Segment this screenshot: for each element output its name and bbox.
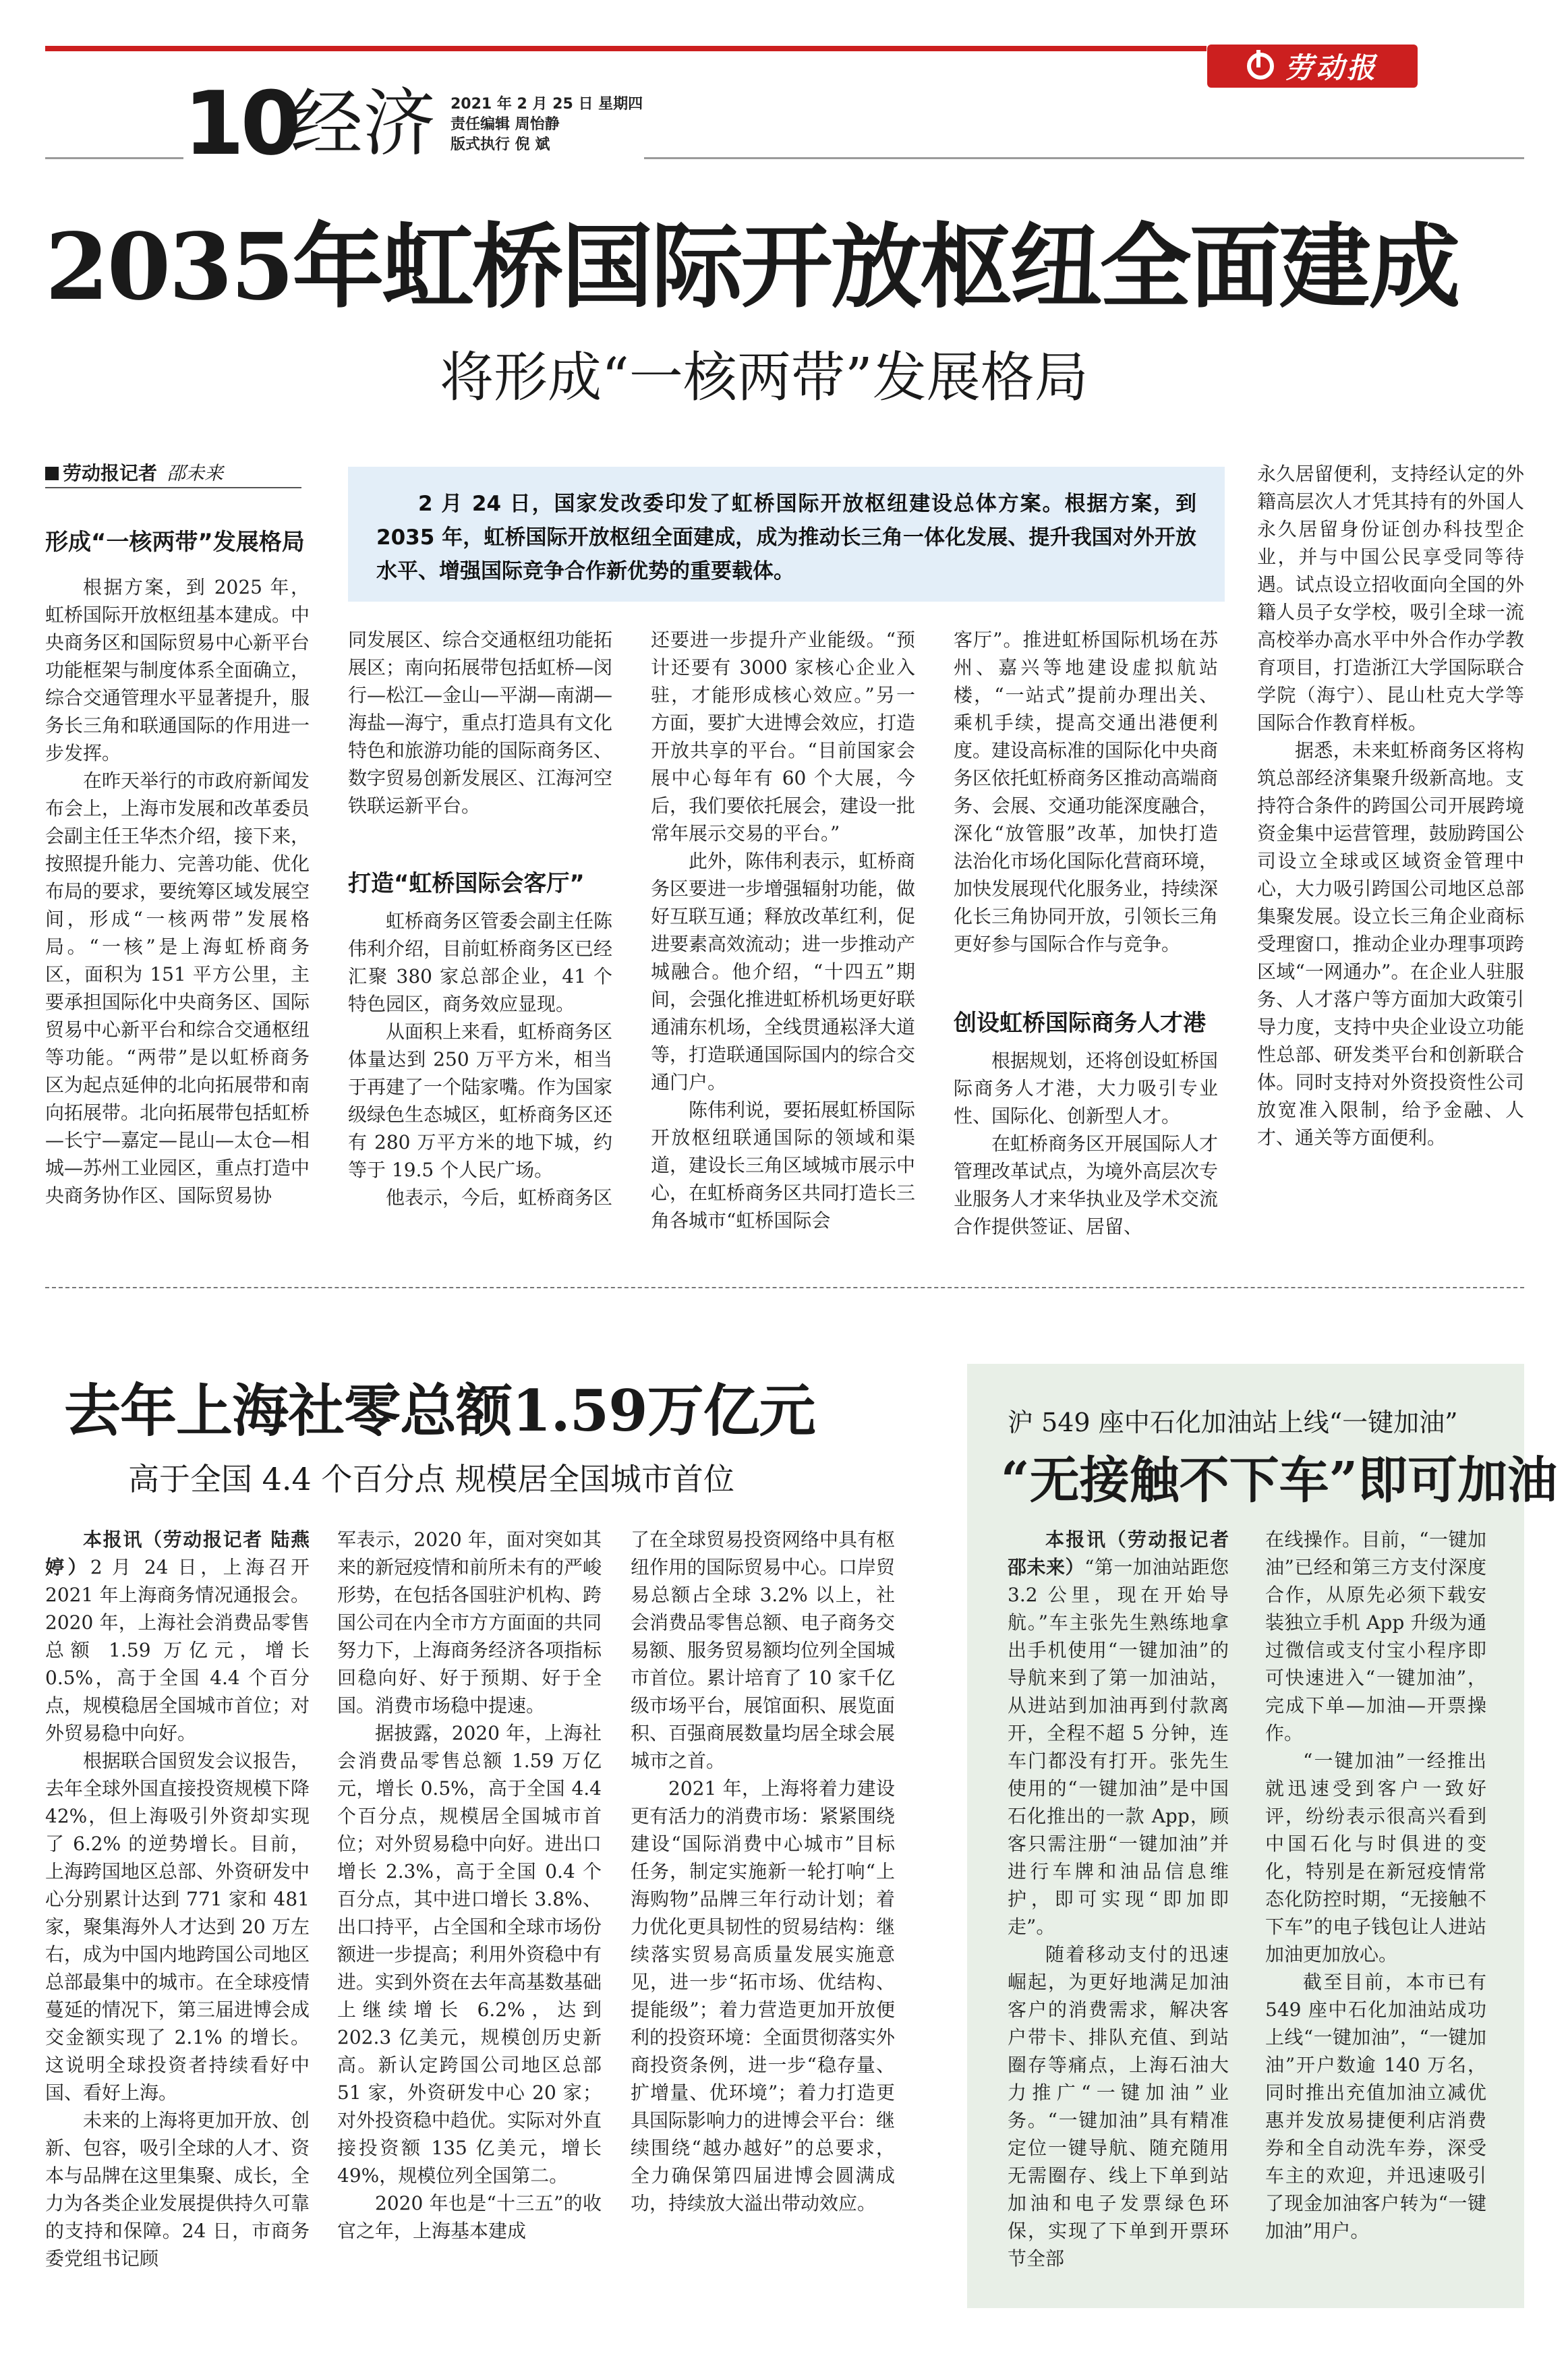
article2-col2 xyxy=(337,1526,602,2245)
paragraph: 从面积上来看，虹桥商务区体量达到 250 万平方米，相当于再建了一个陆家嘴。作为国家级绿色生态城区，虹桥商务区还有 280 万平方米的地下城，约等于 19.5 个人民广场。 xyxy=(348,1021,613,1181)
article1-col1 xyxy=(45,573,310,1209)
paragraph: 还要进一步提升产业能级。“预计还要有 3000 家核心企业入驻，才能形成核心效应。”另一方面，要扩大进博会效应，打造开放共享的平台。“目前国家会展中心每年有 60 个大展，今后，我们要依托展会，建设一批常年展示交易的平台。” xyxy=(651,629,916,844)
article1-section-heading-2: 打造“虹桥国际会客厅” xyxy=(348,870,585,897)
paragraph: 在昨天举行的市政府新闻发布会上，上海市发展和改革委员会副主任王华杰介绍，接下来，按照提升能力、完善功能、优化布局的要求，要统筹区域发展空间，形成“一核两带”发展格局。“一核”是上海虹桥商务区，面积为 151 平方公里，主要承担国际化中央商务区、国际贸易中心新平台和综合交通枢纽等功能。“两带”是以虹桥商务区为起点延伸的北向拓展带和南向拓展带。北向拓展带包括虹桥—长宁—嘉定—昆山—太仓—相城—苏州工业园区，重点打造中央商务协作区、国际贸易协 xyxy=(45,770,310,1207)
header-left-gray-rule xyxy=(45,157,183,159)
paragraph-text: 2 月 24 日，上海召开 2021 年上海商务情况通报会。2020 年，上海社会消费品零售总额 1.59 万亿元，增长 0.5%，高于全国 4.4 个百分点，规模稳居全国城市首位；对外贸易稳中向好。 xyxy=(45,1556,310,1744)
byline-rule xyxy=(45,487,301,488)
layout-editor: 版式执行 倪 斌 xyxy=(451,136,550,153)
article1-col4b xyxy=(954,1047,1218,1240)
logo-text: 劳动报 xyxy=(1284,51,1378,84)
article2-col3 xyxy=(631,1526,895,2217)
article1-col3 xyxy=(651,626,915,1234)
paragraph: 根据方案，到 2025 年，虹桥国际开放枢纽基本建成。中央商务区和国际贸易中心新平台功能框架与制度体系全面确立，综合交通管理水平显著提升，服务长三角和联通国际的作用进一步发挥。 xyxy=(45,576,310,764)
article1-byline xyxy=(45,460,223,487)
article1-col2b xyxy=(348,907,612,1211)
paragraph: 客厅”。推进虹桥国际机场在苏州、嘉兴等地建设虚拟航站楼，“一站式”提前办理出关、乘机手续，提高交通出港便利度。建设高标准的国际化中央商务区依托虹桥商务区推动高端商务、会展、交通功能深度融合，深化“放管服”改革，加快打造法治化市场化国际化营商环境，加快发展现代化服务业，持续深化长三角协同开放，引领长三角更好参与国际合作与竞争。 xyxy=(954,629,1219,955)
article1-col4 xyxy=(954,626,1218,958)
paragraph-text: “第一加油站距您 3.2 公里，现在开始导航。”车主张先生熟练地拿出手机使用“一键加油”的导航来到了第一加油站，从进站到加油再到付款离开，全程不超 5 分钟，连车门都没有打开。张先生使用的“一键加油”是中国石化推出的一款 App，顾客只需注册“一键加油”并进行车牌和油品信息维护，即可实现“即加即走”。 xyxy=(1008,1556,1229,1938)
paragraph: 截至目前，本市已有 549 座中石化加油站成功上线“一键加油”，“一键加油”开户数逾 140 万名，同时推出充值加油立减优惠并发放易捷便利店消费券和全自动洗车券，深受车主的欢迎，并迅速吸引了现金加油客户转为“一键加油”用户。 xyxy=(1265,1971,1486,2242)
paragraph: “一键加油”一经推出就迅速受到客户一致好评，纷纷表示很高兴看到中国石化与时俱进的变化，特别是在新冠疫情常态化防控时期，“无接触不下车”的电子钱包让人进站加油更加放心。 xyxy=(1265,1750,1486,1965)
paragraph: 虹桥商务区管委会副主任陈伟利介绍，目前虹桥商务区已经汇聚 380 家总部企业，41 个特色园区，商务效应显现。 xyxy=(348,910,613,1015)
edition-meta xyxy=(451,94,643,155)
paragraph: 在虹桥商务区开展国际人才管理改革试点，为境外高层次专业服务人才来华执业及学术交流合作提供签证、居留、 xyxy=(954,1132,1219,1238)
paragraph: 了在全球贸易投资网络中具有枢纽作用的国际贸易中心。口岸贸易总额占全球 3.2% 以上，社会消费品零售总额、电子商务交易额、服务贸易额均位列全国城市首位。累计培育了 10 家千亿级市场平台，展馆面积、展览面积、百强商展数量均居全球会展城市之首。 xyxy=(631,1528,896,1772)
article1-col5 xyxy=(1257,460,1524,1151)
article3-dateline: 本报讯（劳动报记者 邵未来） xyxy=(1008,1528,1229,1578)
paragraph: 此外，陈伟利表示，虹桥商务区要进一步增强辐射功能，做好互联互通；释放改革红利，促进要素高效流动；进一步推动产城融合。他介绍，“十四五”期间，会强化推进虹桥机场更好联通浦东机场，全线贯通崧泽大道等，打造联通国际国内的综合交通门户。 xyxy=(651,850,916,1093)
paragraph: 据披露，2020 年，上海社会消费品零售总额 1.59 万亿元，增长 0.5%，高于全国 4.4 个百分点，规模居全国城市首位；对外贸易稳中向好。进出口增长 2.3%，高于全国 0.4 个百分点，其中进口增长 3.8%、出口持平，占全国和全球市场份额进一步提高；利用外资稳中有进。实到外资在去年高基数基础上继续增长 6.2%，达到 202.3 亿美元，规模创历史新高。新认定跨国公司地区总部 51 家，外资研发中心 20 家；对外投资稳中趋优。实际对外直接投资额 135 亿美元，增长 49%，规模位列全国第二。 xyxy=(337,1722,602,2187)
paragraph: 2021 年，上海将着力建设更有活力的消费市场：紧紧围绕建设“国际消费中心城市”目标任务，制定实施新一轮打响“上海购物”品牌三年行动计划；着力优化更具韧性的贸易结构：继续落实贸易高质量发展实施意见，进一步“拓市场、优结构、提能级”；着力营造更加开放便利的投资环境：全面贯彻落实外商投资条例，进一步“稳存量、扩增量、优环境”；着力打造更具国际影响力的进博会平台：继续围绕“越办越好”的总要求，全力确保第四届进博会圆满成功，持续放大溢出带动效应。 xyxy=(631,1777,896,2214)
article3-kicker: 沪 549 座中石化加油站上线“一键加油” xyxy=(1008,1408,1458,1437)
article1-col2 xyxy=(348,626,612,820)
article1-section-heading-1: 形成“一核两带”发展格局 xyxy=(45,529,305,556)
laodongbao-logo-icon xyxy=(1247,53,1274,80)
paragraph: 据悉，未来虹桥商务区将构筑总部经济集聚升级新高地。支持符合条件的跨国公司开展跨境资金集中运营管理，鼓励跨国公司设立全球或区域资金管理中心，大力吸引跨国公司地区总部集聚发展。设立长三角企业商标受理窗口，推动企业办理事项跨区域“一网通办”。在企业人驻服务、人才落户等方面加大政策引导力度，支持中央企业设立功能性总部、研发类平台和创新联合体。同时支持对外资投资性公司放宽准入限制，给予金融、人才、通关等方面便利。 xyxy=(1257,739,1524,1149)
paragraph: 根据联合国贸发会议报告，去年全球外国直接投资规模下降 42%，但上海吸引外资却实现了 6.2% 的逆势增长。目前，上海跨国地区总部、外资研发中心分别累计达到 771 家和 481 家，聚集海外人才达到 20 万左右，成为中国内地跨国公司地区总部最集中的城市。在全球疫情蔓延的情况下，第三届进博会成交金额实现了 2.1% 的增长。这说明全球投资者持续看好中国、看好上海。 xyxy=(45,1750,310,2104)
byline-square-icon xyxy=(45,467,59,480)
issue-date: 2021 年 2 月 25 日 星期四 xyxy=(451,96,643,113)
reporter-name: 邵未来 xyxy=(167,462,224,484)
article1-subheadline: 将形成“一核两带”发展格局 xyxy=(440,346,1088,409)
paragraph xyxy=(45,1526,310,1747)
paragraph: 随着移动支付的迅速崛起，为更好地满足加油客户的消费需求，解决客户带卡、排队充值、到站圈存等痛点，上海石油大力推广“一键加油”业务。“一键加油”具有精准定位一键导航、随充随用无需圈存、线上下单到站加油和电子发票绿色环保，实现了下单到开票环节全部 xyxy=(1008,1943,1229,2270)
paragraph: 未来的上海将更加开放、创新、包容，吸引全球的人才、资本与品牌在这里集聚、成长，全力为各类企业发展提供持久可靠的支持和保障。24 日，市商务委党组书记顾 xyxy=(45,2109,310,2270)
article1-lead-text: 2 月 24 日，国家发改委印发了虹桥国际开放枢纽建设总体方案。根据方案，到 2035 年，虹桥国际开放枢纽全面建成，成为推动长三角一体化发展、提升我国对外开放水平、增强国际竞争合作新优势的重要载体。 xyxy=(376,492,1196,583)
section-divider xyxy=(45,1287,1524,1288)
article3-col1 xyxy=(1008,1526,1229,2272)
paragraph: 永久居留便利，支持经认定的外籍高层次人才凭其持有的外国人永久居留身份证创办科技型企业，并与中国公民享受同等待遇。试点设立招收面向全国的外籍人员子女学校，吸引全球一流高校举办高水平中外合作办学教育项目，打造浙江大学国际联合学院（海宁）、昆山杜克大学等国际合作教育样板。 xyxy=(1257,463,1524,734)
article1-lead-box xyxy=(348,467,1225,602)
paragraph xyxy=(1008,1526,1229,1941)
article1-headline: 2035年虹桥国际开放枢纽全面建成 xyxy=(45,213,1459,321)
newspaper-logo xyxy=(1207,45,1418,88)
paragraph: 根据规划，还将创设虹桥国际商务人才港，大力吸引专业性、国际化、创新型人才。 xyxy=(954,1050,1219,1127)
section-name: 经济 xyxy=(290,82,436,166)
article2-subheadline: 高于全国 4.4 个百分点 规模居全国城市首位 xyxy=(128,1461,735,1497)
responsible-editor: 责任编辑 周怡静 xyxy=(451,116,560,133)
paragraph: 军表示，2020 年，面对突如其来的新冠疫情和前所未有的严峻形势，在包括各国驻沪机构、跨国公司在内全市方方面面的共同努力下，上海商务经济各项指标回稳向好、好于预期、好于全国。消费市场稳中提速。 xyxy=(337,1528,602,1717)
article3-col2 xyxy=(1265,1526,1486,2245)
paragraph: 2020 年也是“十三五”的收官之年，上海基本建成 xyxy=(337,2192,602,2242)
article2-col1 xyxy=(45,1526,310,2272)
paragraph: 在线操作。目前，“一键加油”已经和第三方支付深度合作，从原先必须下载安装独立手机 App 升级为通过微信或支付宝小程序即可快速进入“一键加油”，完成下单—加油—开票操作。 xyxy=(1265,1528,1486,1744)
article3-headline: “无接触不下车”即可加油 xyxy=(1001,1452,1558,1510)
article1-section-heading-3: 创设虹桥国际商务人才港 xyxy=(954,1010,1206,1037)
article2-headline: 去年上海社零总额1.59万亿元 xyxy=(64,1377,815,1444)
header-right-gray-rule xyxy=(644,157,1524,159)
top-red-rule xyxy=(45,46,1207,51)
paragraph: 他表示，今后，虹桥商务区 xyxy=(386,1186,613,1209)
page-number: 10 xyxy=(183,72,297,175)
byline-label: 劳动报记者 xyxy=(63,462,158,484)
paragraph: 同发展区、综合交通枢纽功能拓展区；南向拓展带包括虹桥—闵行—松江—金山—平湖—南湖—海盐—海宁，重点打造具有文化特色和旅游功能的国际商务区、数字贸易创新发展区、江海河空铁联运新平台。 xyxy=(348,629,613,817)
article2-dateline: 本报讯（劳动报记者 陆燕婷） xyxy=(45,1528,310,1578)
paragraph: 陈伟利说，要拓展虹桥国际开放枢纽联通国际的领域和渠道，建设长三角区域城市展示中心，在虹桥商务区共同打造长三角各城市“虹桥国际会 xyxy=(651,1099,916,1232)
